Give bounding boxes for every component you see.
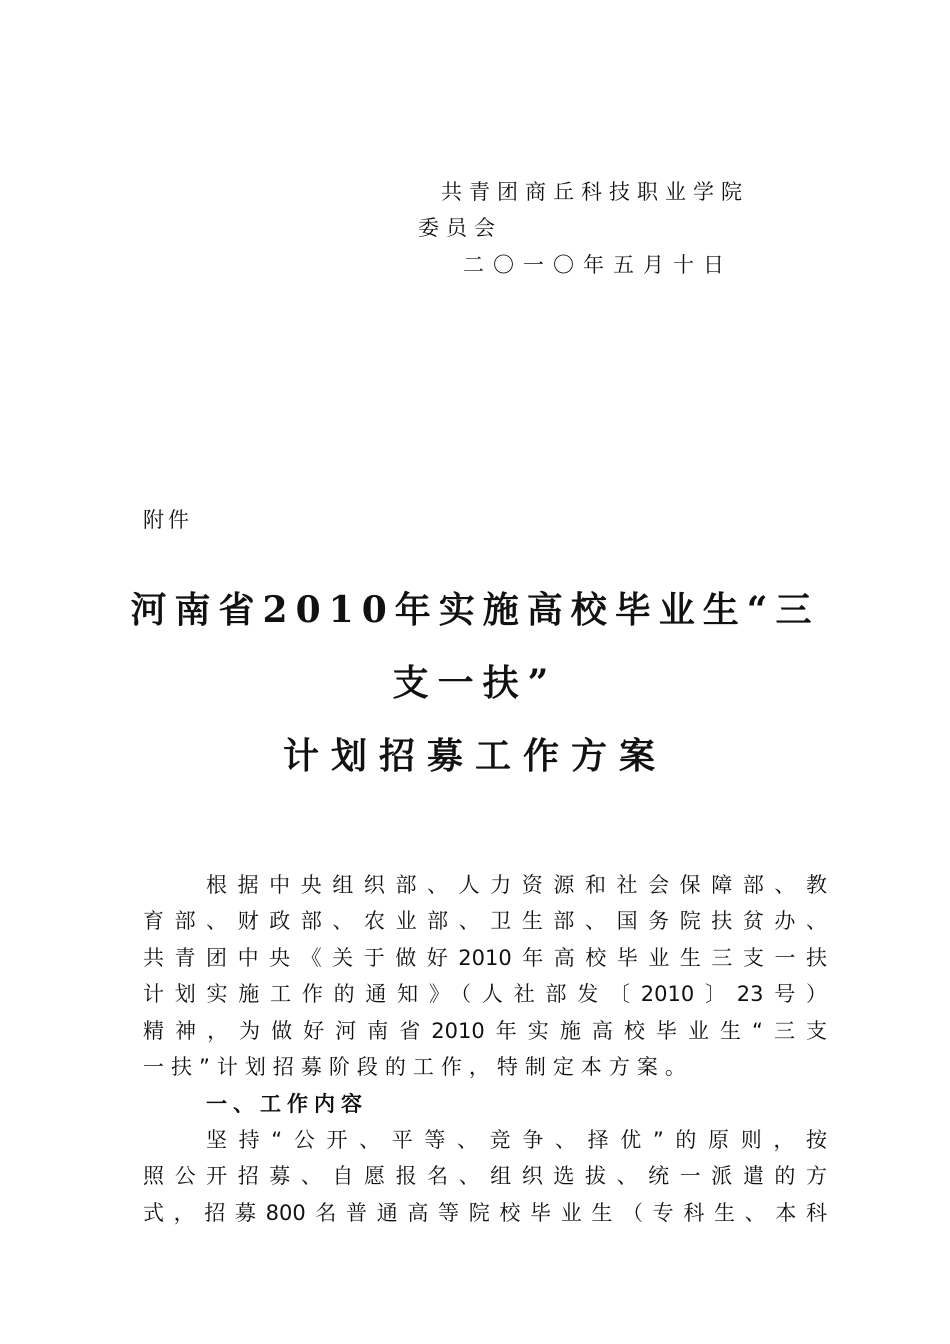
signature-org-line2: 委员会 <box>418 216 502 240</box>
attachment-label: 附件 <box>143 508 193 532</box>
paragraph-line: 式，招募800名普通高等院校毕业生（专科生、本科 <box>143 1201 827 1225</box>
section-heading: 一、工作内容 <box>206 1092 368 1116</box>
paragraph-line: 一扶”计划招募阶段的工作，特制定本方案。 <box>143 1055 693 1079</box>
paragraph-line: 育部、财政部、农业部、卫生部、国务院扶贫办、 <box>143 909 827 933</box>
paragraph-line: 坚持“公开、平等、竞争、择优”的原则，按 <box>206 1128 827 1152</box>
signature-date: 二〇一〇年五月十日 <box>463 253 733 277</box>
document-title-line1: 河南省2010年实施高校毕业生“三 <box>130 589 820 631</box>
paragraph-line: 共青团中央《关于做好2010年高校毕业生三支一扶 <box>143 946 827 970</box>
paragraph-line: 照公开招募、自愿报名、组织选拔、统一派遣的方 <box>143 1164 827 1188</box>
paragraph-line: 精神，为做好河南省2010年实施高校毕业生“三支 <box>143 1019 827 1043</box>
paragraph-line: 计划实施工作的通知》（人社部发〔2010〕23号） <box>143 982 827 1006</box>
signature-org-line1: 共青团商丘科技职业学院 <box>441 180 749 204</box>
document-title-line2: 支一扶” <box>392 662 558 704</box>
document-title-line3: 计划招募工作方案 <box>282 735 667 777</box>
paragraph-line: 根据中央组织部、人力资源和社会保障部、教 <box>206 873 827 897</box>
